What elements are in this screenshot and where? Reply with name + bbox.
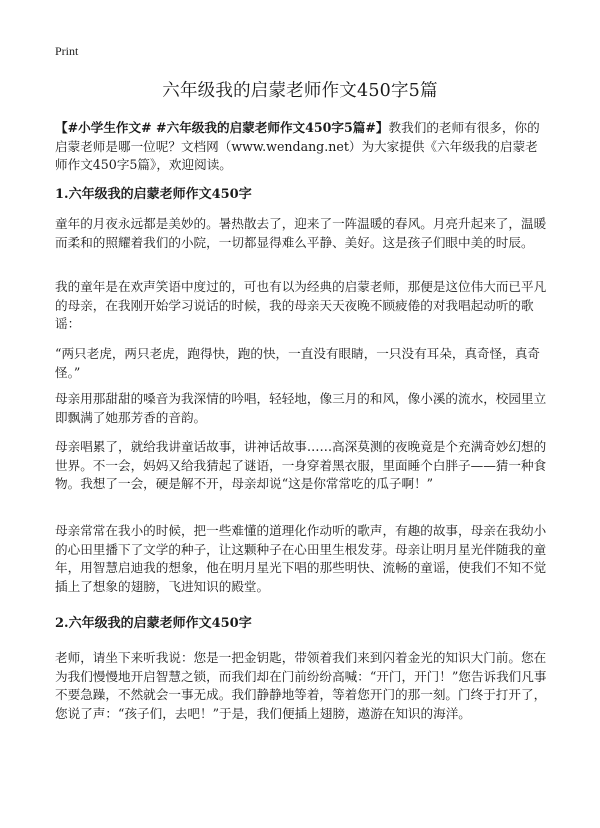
section-2-paragraph-1: 老师，请坐下来听我说：您是一把金钥匙，带领着我们来到闪着金光的知识大门前。您在为我们慢慢地开启智慧之锁，而我们却在门前纷纷高喊：“开门，开门！”您告诉我们凡事不要急躁，不然就会一事无成。我们静静地等着，等着您开门的那一刻。门终于打开了，您说了声：“孩子们，去吧！”于是，我们便插上翅膀，遨游在知识的海洋。 [55,650,547,721]
section-1-paragraph-4: 母亲用那甜甜的嗓音为我深情的吟唱，轻轻地，像三月的和风，像小溪的流水，校园里立即飘满了她那芳香的音韵。 [55,391,547,425]
section-1-paragraph-2: 我的童年是在欢声笑语中度过的，可也有以为经典的启蒙老师，那便是这位伟大而已平凡的母亲，在我刚开始学习说话的时候，我的母亲天天夜晚不顾疲倦的对我唱起动听的歌谣： [55,279,547,331]
intro-tag: 【#小学生作文# #六年级我的启蒙老师作文450字5篇#】 [55,120,389,135]
intro-paragraph [55,119,547,175]
section-heading-1: 1.六年级我的启蒙老师作文450字 [55,187,252,202]
section-1-paragraph-6: 母亲常常在我小的时候，把一些难懂的道理化作动听的歌声，有趣的故事，母亲在我幼小的心田里播下了文学的种子，让这颗种子在心田里生根发芽。母亲让明月星光伴随我的童年，用智慧启迪我的想象，他在明月星光下唱的那些明快、流畅的童谣，使我们不知不觉插上了想象的翅膀，飞进知识的殿堂。 [55,523,547,594]
section-1-paragraph-5: 母亲唱累了，就给我讲童话故事，讲神话故事……高深莫测的夜晚竟是个充满奇妙幻想的世界。不一会，妈妈又给我猜起了谜语，一身穿着黑衣服，里面睡个白胖子——猜一种食物。我想了一会，硬是解不开，母亲却说“这是你常常吃的瓜子啊！” [55,439,547,491]
print-link[interactable]: Print [55,44,79,58]
intro-text: 教我们的老师有很多，你的启蒙老师是哪一位呢？文档网（www.wendang.net）为大家提供《六年级我的启蒙老师作文450字5篇》，欢迎阅读。 [55,120,540,172]
section-heading-2: 2.六年级我的启蒙老师作文450字 [55,616,252,631]
section-1-paragraph-3: “两只老虎，两只老虎，跑得快，跑的快，一直没有眼睛，一只没有耳朵，真奇怪，真奇怪。” [55,346,541,380]
section-1-paragraph-1: 童年的月夜永远都是美妙的。暑热散去了，迎来了一阵温暖的春风。月亮升起来了，温暖而柔和的照耀着我们的小院，一切都显得难么平静、美好。这是孩子们眼中美的时辰。 [55,216,547,250]
page-title: 六年级我的启蒙老师作文450字5篇 [162,81,438,101]
